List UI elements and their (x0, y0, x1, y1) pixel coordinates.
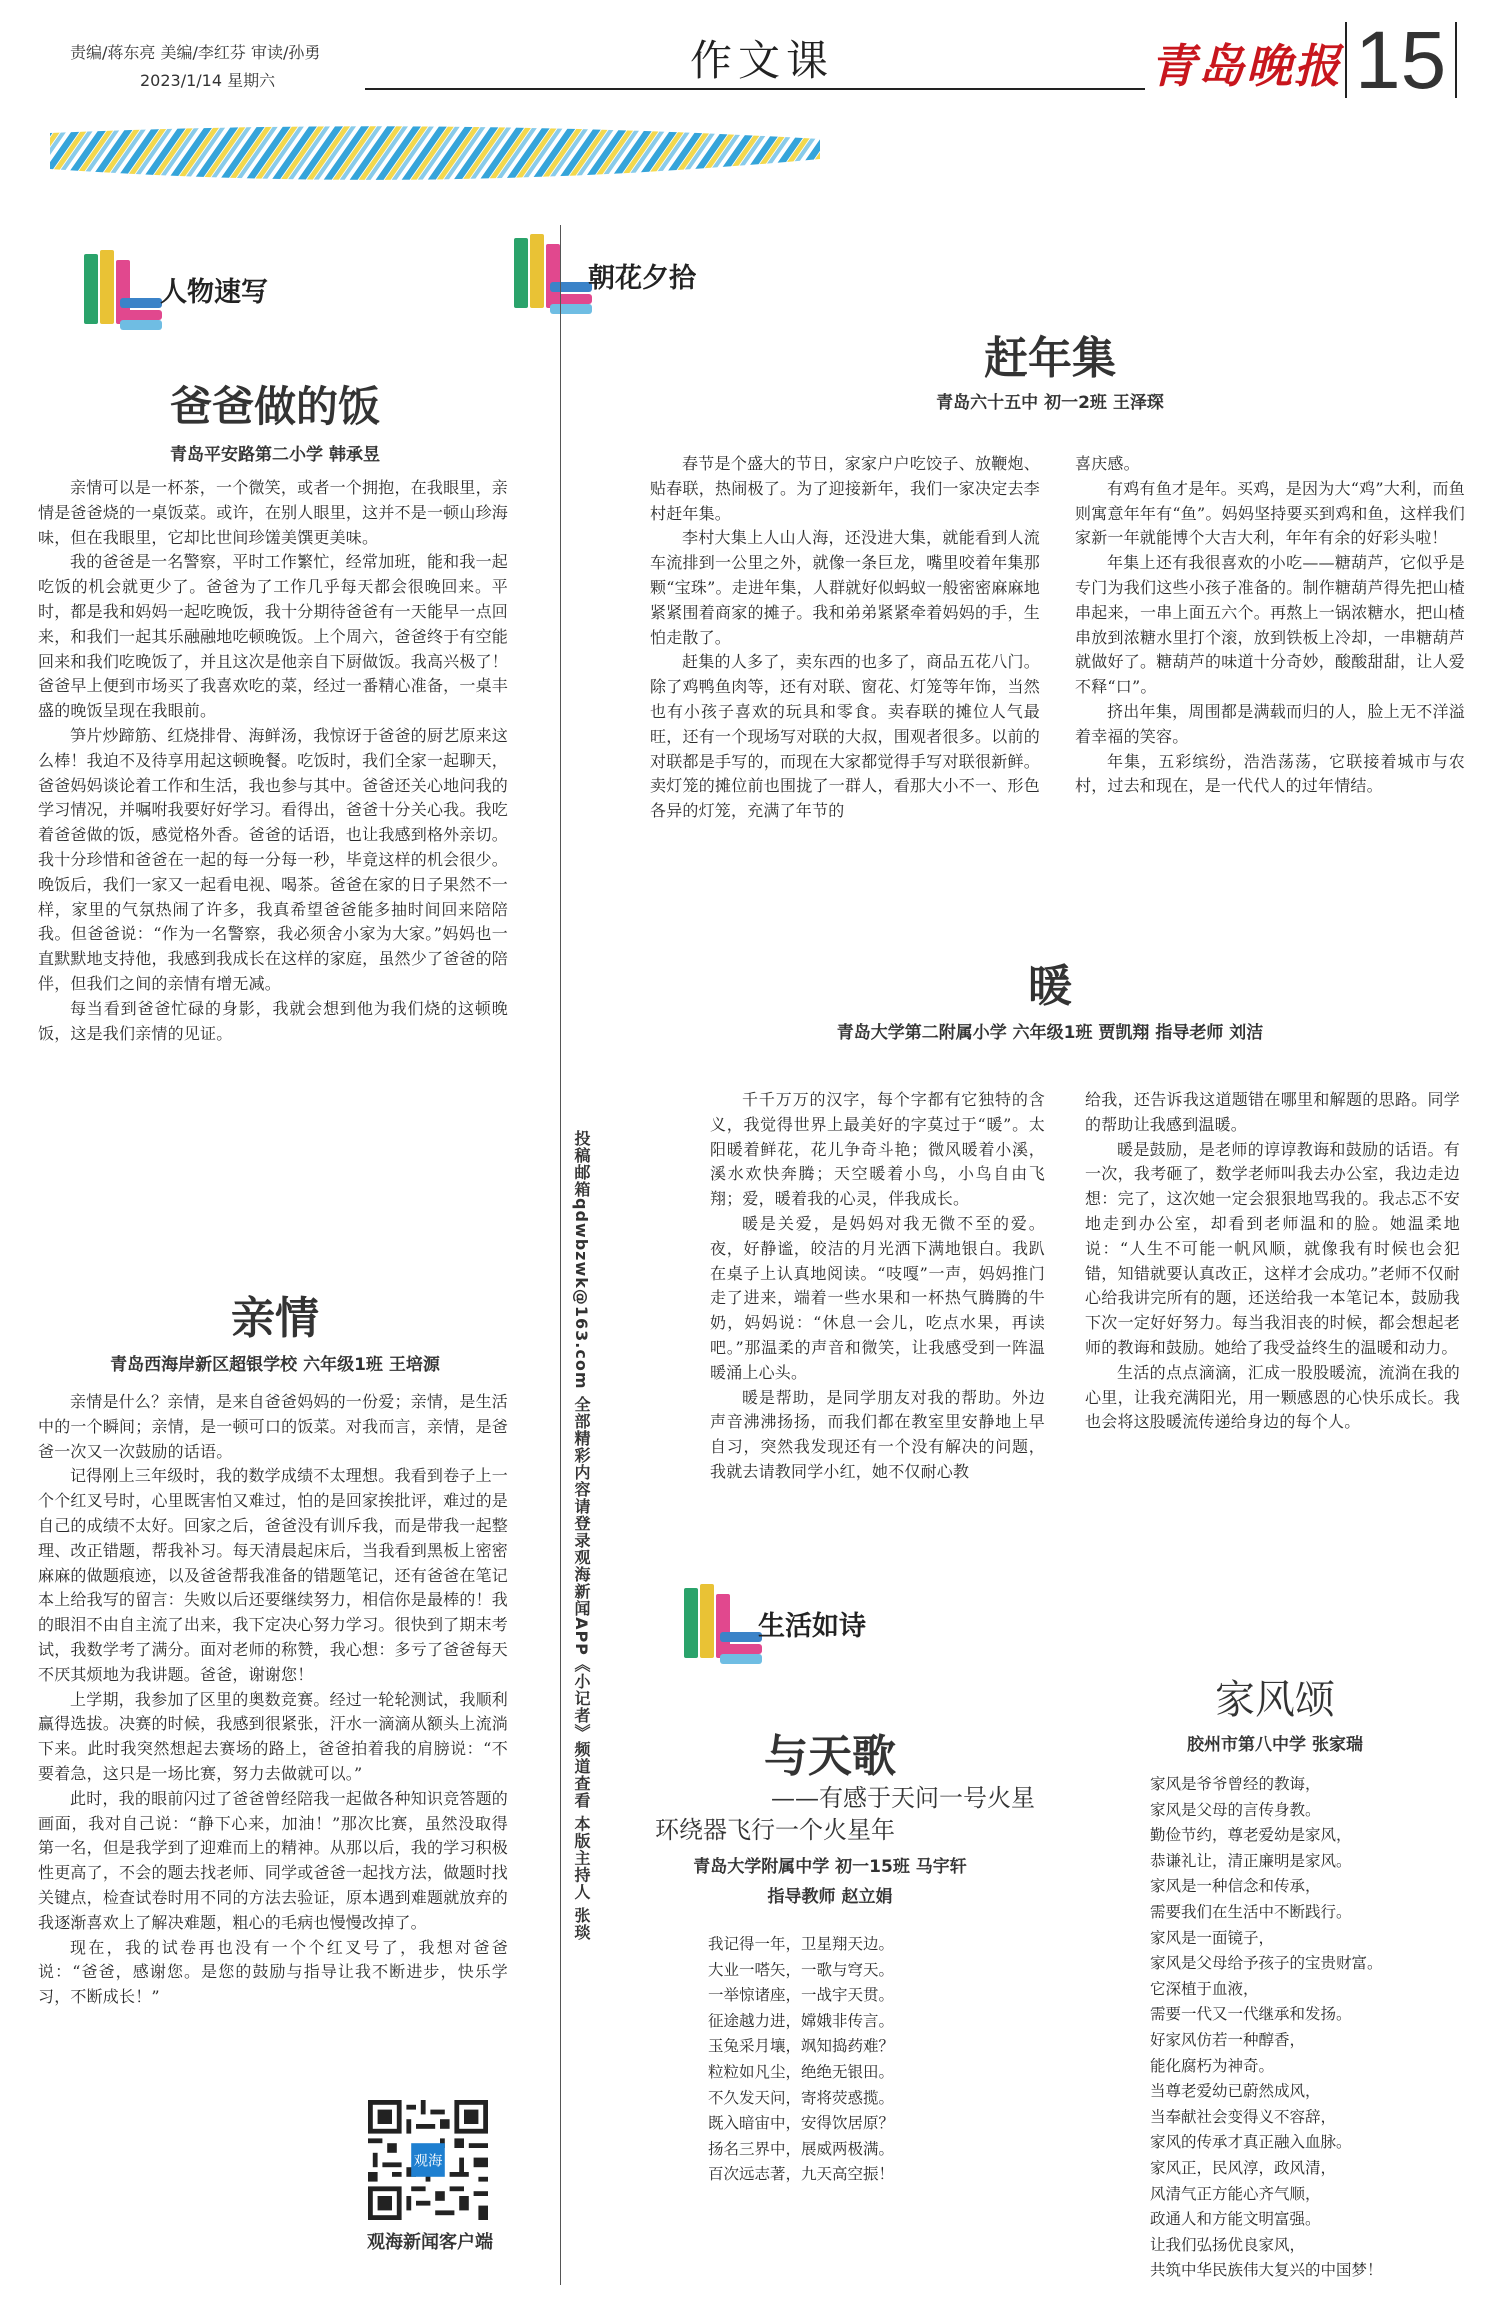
paragraph: 暖是鼓励，是老师的谆谆教诲和鼓励的话语。有一次，我考砸了，数学老师叫我去办公室，我边走边想：完了，这次她一定会狠狠地骂我的。我忐忑不安地走到办公室，却看到老师温和的脸。她温柔地说：“人生不可能一帆风顺，就像我有时候也会犯错，知错就要认真改正，这样才会成功。”老师不仅耐心给我讲完所有的题，还送给我一本笔记本，鼓励我下次一定好好努力。每当我泪丧的时候，都会想起老师的教诲和鼓励。她给了我受益终生的温暖和动力。 (1085, 1139, 1460, 1357)
page-number: 15 (1355, 15, 1447, 106)
qr-badge-text: 观海 (413, 2153, 443, 2170)
article-title: 赶年集 (984, 333, 1116, 384)
header-editors: 责编/蒋东亮 美编/李红芬 审读/孙勇 (70, 43, 321, 62)
column-heading-morning: 朝花夕拾 (588, 263, 696, 294)
page-no-divider (1345, 22, 1347, 98)
paragraph: 有鸡有鱼才是年。买鸡，是因为大“鸡”大利，而鱼则寓意年年有“鱼”。妈妈坚持要买到鸡和鱼，这样我们家新一年就能博个大吉大利，年年有余的好彩头啦！ (1075, 478, 1465, 548)
article-title: 爸爸做的饭 (169, 382, 380, 431)
article-body (38, 476, 508, 1046)
poem-title: 家风颂 (1215, 1677, 1335, 1723)
article-title: 亲情 (231, 1293, 319, 1344)
paragraph: 生活的点点滴滴，汇成一股股暖流，流淌在我的心里，让我充满阳光，用一颗感恩的心快乐成长。我也会将这股暖流传递给身边的每个人。 (1085, 1362, 1460, 1432)
paragraph: 年集，五彩缤纷，浩浩荡荡，它联接着城市与农村，过去和现在，是一代代人的过年情结。 (1075, 751, 1465, 796)
poem-title: 与天歌 (764, 1731, 896, 1782)
qr-caption: 观海新闻客户端 (367, 2232, 493, 2253)
poem-body (708, 1932, 894, 2188)
header-rule (365, 88, 1145, 90)
poem-line: 当尊老爱幼已蔚然成风， (1150, 2082, 1321, 2101)
paragraph: 年集上还有我很喜欢的小吃——糖葫芦，它似乎是专门为我们这些小孩子准备的。制作糖葫芦得先把山楂串起来，一串上面五六个。再熬上一锅浓糖水，把山楂串放到浓糖水里打个滚，放到铁板上冷却，一串糖葫芦就做好了。糖葫芦的味道十分奇妙，酸酸甜甜，让人爱不释“口”。 (1075, 553, 1465, 697)
poem-line: 我记得一年，卫星翔天边。 (708, 1935, 895, 1953)
poem-line: 玉兔采月壤，飒知捣药难？ (708, 2037, 895, 2056)
decorative-banner (50, 125, 820, 195)
poem-line: 让我们弘扬优良家风， (1150, 2235, 1306, 2254)
column-heading-poetry: 生活如诗 (758, 1611, 866, 1642)
poem-byline: 青岛大学附属中学 初一15班 马宇轩 (693, 1857, 967, 1877)
poem-line: 家风的传承才真正融入血脉。 (1150, 2133, 1352, 2152)
poem-line: 家风是一种信念和传承， (1150, 1877, 1321, 1896)
poem-line: 家风是父母的言传身教。 (1150, 1800, 1321, 1819)
poem-line: 一举惊诸座，一战宇天贯。 (708, 1986, 895, 2005)
poem-line: 既入暗宙中，安得饮居原？ (708, 2114, 895, 2133)
poem-line: 家风是一面镜子， (1150, 1928, 1275, 1947)
poem-line: 需要我们在生活中不断践行。 (1150, 1902, 1352, 1921)
paragraph: 上学期，我参加了区里的奥数竞赛。经过一轮轮测试，我顺利赢得选拔。决赛的时候，我感到很紧张，汗水一滴滴从额头上流淌下来。此时我突然想起去赛场的路上，爸爸拍着我的肩膀说：“不要着急，这只是一场比赛，努力去做就可以。” (38, 1689, 508, 1783)
article-body-right (1085, 1088, 1460, 1435)
paragraph: 千千万万的汉字，每个字都有它独特的含义，我觉得世界上最美好的字莫过于“暖”。太阳暖着鲜花，花儿争奇斗艳；微风暖着小溪，溪水欢快奔腾；天空暖着小鸟，小鸟自由飞翔；爱，暖着我的心灵，伴我成长。 (710, 1090, 1045, 1209)
article-body-left (650, 452, 1040, 824)
qr-code[interactable] (368, 2100, 488, 2220)
poem-line: 当奉献社会变得义不容辞， (1150, 2107, 1337, 2126)
paragraph: 李村大集上人山人海，还没进大集，就能看到人流车流排到一公里之外，就像一条巨龙，嘴里咬着年集那颗“宝珠”。走进年集，人群就好似蚂蚁一般密密麻麻地紧紧围着商家的摊子。我和弟弟紧紧牵着妈妈的手，生怕走散了。 (650, 528, 1040, 647)
poem-line: 好家风仿若一种醇香， (1150, 2030, 1306, 2049)
paragraph: 暖是关爱，是妈妈对我无微不至的爱。夜，好静谧，皎洁的月光洒下满地银白。我趴在桌子上认真地阅读。“吱嘎”一声，妈妈推门走了进来，端着一些水果和一杯热气腾腾的牛奶，妈妈说：“休息一会儿，吃点水果，再读吧。”那温柔的声音和微笑，让我感受到一阵温暖涌上心头。 (710, 1213, 1045, 1382)
poem-line: 家风是父母给予孩子的宝贵财富。 (1150, 1954, 1383, 1973)
header-date: 2023/1/14 星期六 (140, 71, 276, 90)
paragraph: 笋片炒蹄筋、红烧排骨、海鲜汤，我惊讶于爸爸的厨艺原来这么棒！我迫不及待享用起这顿晚餐。吃饭时，我们全家一起聊天，爸爸妈妈谈论着工作和生活，我也参与其中。爸爸还关心地问我的学习情况，并嘱咐我要好好学习。看得出，爸爸十分关心我。我吃着爸爸做的饭，感觉格外香。爸爸的话语，也让我感到格外亲切。我十分珍惜和爸爸在一起的每一分每一秒，毕竟这样的机会很少。晚饭后，我们一家又一起看电视、喝茶。爸爸在家的日子果然不一样，家里的气氛热闹了许多，我真希望爸爸能多抽时间回来陪陪我。但爸爸说：“作为一名警察，我必须舍小家为大家。”妈妈也一直默默地支持他，我感到我成长在这样的家庭，虽然少了爸爸的陪伴，但我们之间的亲情有增无减。 (38, 725, 508, 993)
books-icon (80, 248, 158, 330)
article-title: 暖 (1028, 961, 1072, 1012)
poem-line: 征途越力进，嫦娥非传言。 (708, 2011, 895, 2030)
paragraph: 我的爸爸是一名警察，平时工作繁忙，经常加班，能和我一起吃饭的机会就更少了。爸爸为了工作几乎每天都会很晚回来。平时，都是我和妈妈一起吃晚饭，我十分期待爸爸有一天能早一点回来，和我们一起其乐融融地吃顿晚饭。上个周六，爸爸终于有空能回来和我们吃晚饭了，并且这次是他亲自下厨做饭。我高兴极了！爸爸早上便到市场买了我喜欢吃的菜，经过一番精心准备，一桌丰盛的晚饭呈现在我眼前。 (38, 552, 508, 721)
article-byline: 青岛平安路第二小学 韩承昱 (170, 445, 380, 465)
paragraph: 现在，我的试卷再也没有一个个红叉号了，我想对爸爸说：“爸爸，感谢您。是您的鼓励与指导让我不断进步，快乐学习，不断成长！” (38, 1937, 508, 2007)
article-body-right (1075, 452, 1465, 799)
article-byline: 青岛大学第二附属小学 六年级1班 贾凯翔 指导老师 刘洁 (836, 1023, 1264, 1043)
poem-line: 共筑中华民族伟大复兴的中国梦！ (1150, 2261, 1383, 2280)
paragraph: 暖是帮助，是同学朋友对我的帮助。外边声音沸沸扬扬，而我们都在教室里安静地上早自习，突然我发现还有一个没有解决的问题，我就去请教同学小红，她不仅耐心教 (710, 1387, 1045, 1481)
submission-info: 投稿邮箱qdwbzwk@163.com 全部精彩内容请登录观海新闻APP《小记者》频道查看 本版主持人 张琰 (572, 1130, 591, 1942)
paragraph-continued: 给我，还告诉我这道题错在哪里和解题的思路。同学的帮助让我感到温暖。 (1085, 1090, 1460, 1134)
poem-body (1150, 1772, 1383, 2284)
article-byline: 青岛六十五中 初一2班 王泽琛 (936, 393, 1164, 413)
poem-line: 扬名三界中，展威两极满。 (708, 2139, 895, 2158)
poem-line: 不久发天问，寄将荧惑揽。 (708, 2088, 895, 2107)
poem-subtitle (655, 1782, 1035, 1846)
poem-line: 粒粒如凡尘，绝绝无银田。 (708, 2062, 895, 2081)
books-icon (680, 1582, 758, 1664)
poem-line: 它深植于血液， (1150, 1979, 1259, 1998)
paragraph: 赶集的人多了，卖东西的也多了，商品五花八门。除了鸡鸭鱼肉等，还有对联、窗花、灯笼等年饰，当然也有小孩子喜欢的玩具和零食。卖春联的摊位人气最旺，还有一个现场写对联的大叔，围观者很多。以前的对联都是手写的，而现在大家都觉得手写对联很新鲜。卖灯笼的摊位前也围拢了一群人，看那大小不一、形色各异的灯笼，充满了年节的 (650, 652, 1040, 821)
poem-line: 百次远志著，九天高空振！ (708, 2165, 895, 2184)
poem-line: 风清气正方能心齐气顺， (1150, 2184, 1321, 2203)
poem-line: 政通人和方能文明富强。 (1150, 2210, 1321, 2229)
poem-teacher: 指导教师 赵立娟 (767, 1887, 893, 1907)
paragraph: 每当看到爸爸忙碌的身影，我就会想到他为我们烧的这顿晚饭，这是我们亲情的见证。 (38, 998, 508, 1043)
section-title: 作文课 (690, 36, 835, 85)
paragraph: 亲情是什么？亲情，是来自爸爸妈妈的一份爱；亲情，是生活中的一个瞬间；亲情，是一顿可口的饭菜。对我而言，亲情，是爸爸一次又一次鼓励的话语。 (38, 1392, 508, 1461)
column-divider (560, 225, 561, 2285)
poem-byline: 胶州市第八中学 张家瑞 (1187, 1735, 1363, 1755)
poem-line: 恭谦礼让，清正廉明是家风。 (1150, 1851, 1352, 1870)
article-byline: 青岛西海岸新区超银学校 六年级1班 王培源 (110, 1355, 440, 1375)
poem-line: 家风正，民风淳，政风清， (1150, 2158, 1337, 2177)
paragraph-continued: 喜庆感。 (1075, 454, 1140, 473)
paragraph: 挤出年集，周围都是满载而归的人，脸上无不洋溢着幸福的笑容。 (1075, 701, 1465, 746)
page-no-divider-right (1455, 22, 1457, 98)
poem-subtitle-line: ——有感于天问一号火星 (771, 1784, 1035, 1812)
paragraph: 春节是个盛大的节日，家家户户吃饺子、放鞭炮、贴春联，热闹极了。为了迎接新年，我们一家决定去李村赶年集。 (650, 454, 1040, 523)
poem-subtitle-line: 环绕器飞行一个火星年 (655, 1816, 895, 1844)
poem-line: 能化腐朽为神奇。 (1150, 2056, 1275, 2075)
poem-line: 大业一嗒矢，一歌与穹天。 (708, 1960, 895, 1979)
poem-line: 家风是爷爷曾经的教诲， (1150, 1775, 1321, 1793)
poem-line: 勤俭节约，尊老爱幼是家风， (1150, 1826, 1352, 1845)
paragraph: 此时，我的眼前闪过了爸爸曾经陪我一起做各种知识竞答题的画面，我对自己说：“静下心来，加油！”那次比赛，虽然没取得第一名，但是我学到了迎难而上的精神。从那以后，我的学习积极性更高了，不会的题去找老师、同学或爸爸一起找方法，做题时找关键点，检查试卷时用不同的方法去验证，原本遇到难题就放弃的我逐渐喜欢上了解决难题，粗心的毛病也慢慢改掉了。 (38, 1788, 508, 1932)
books-icon (510, 232, 588, 314)
article-body-left (710, 1088, 1045, 1485)
paragraph: 亲情可以是一杯茶，一个微笑，或者一个拥抱，在我眼里，亲情是爸爸烧的一桌饭菜。或许，在别人眼里，这并不是一顿山珍海味，但在我眼里，它却比世间珍馐美馔更美味。 (38, 478, 508, 547)
paragraph: 记得刚上三年级时，我的数学成绩不太理想。我看到卷子上一个个红叉号时，心里既害怕又难过，怕的是回家挨批评，难过的是自己的成绩不太好。回家之后，爸爸没有训斥我，而是带我一起整理、改正错题，帮我补习。每天清晨起床后，当我看到黑板上密密麻麻的做题痕迹，以及爸爸帮我准备的错题笔记，还有爸爸在笔记本上给我写的留言：失败以后还要继续努力，相信你是最棒的！我的眼泪不由自主流了出来，我下定决心努力学习。很快到了期末考试，我数学考了满分。面对老师的称赞，我心想：多亏了爸爸每天不厌其烦地为我讲题。爸爸，谢谢您！ (38, 1466, 508, 1684)
poem-line: 需要一代又一代继承和发扬。 (1150, 2005, 1352, 2024)
paper-logo: 青岛晚报 (1150, 39, 1342, 93)
article-body (38, 1390, 508, 2010)
column-heading-sketch: 人物速写 (160, 277, 268, 308)
